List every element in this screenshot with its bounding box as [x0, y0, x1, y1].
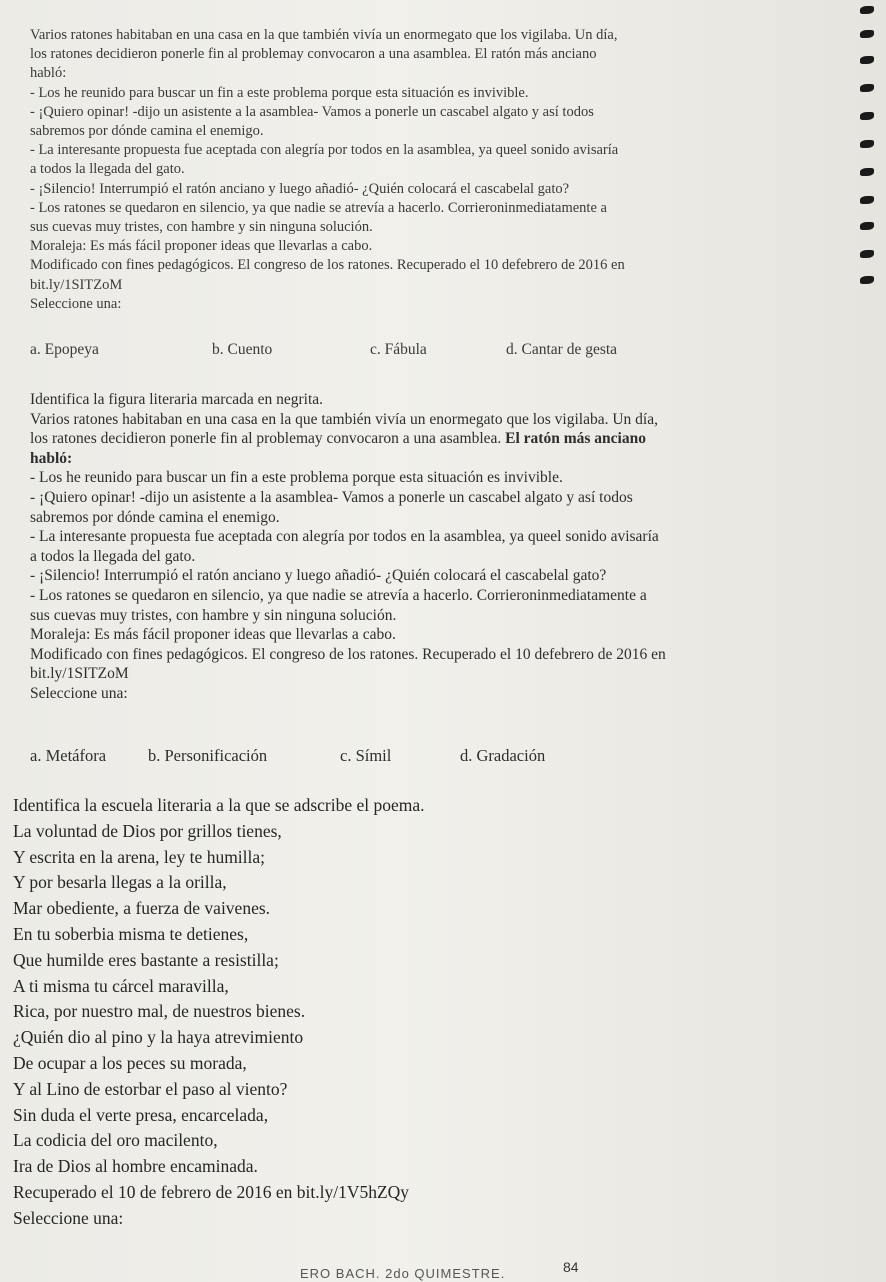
q1-line: habló:	[30, 65, 67, 82]
footer-course-label: ERO BACH. 2do QUIMESTRE.	[300, 1266, 506, 1281]
q1-line: Varios ratones habitaban en una casa en la que también vivía un enormegato que los vigilaba. Un día,	[30, 27, 618, 43]
poem-line: Y escrita en la arena, ley te humilla;	[13, 846, 266, 867]
q2-line-plain: los ratones decidieron ponerle fin al problemay convocaron a una asamblea.	[30, 430, 506, 448]
q1-line: a todos la llegada del gato.	[30, 161, 185, 178]
q1-line: Modificado con fines pedagógicos. El congreso de los ratones. Recuperado el 10 defebrero de 2016 en	[30, 257, 625, 274]
q2-line: Moraleja: Es más fácil proponer ideas que llevarlas a cabo.	[30, 626, 396, 644]
q2-line: - ¡Silencio! Interrumpió el ratón anciano y luego añadió- ¿Quién colocará el cascabelal gato?	[30, 567, 607, 585]
q2-line: sus cuevas muy tristes, con hambre y sin ninguna solución.	[30, 606, 397, 624]
q1-line: Moraleja: Es más fácil proponer ideas que llevarlas a cabo.	[30, 238, 373, 255]
q2-line: - ¡Quiero opinar! -dijo un asistente a la asamblea- Vamos a ponerle un cascabel algato y así todos	[30, 488, 633, 506]
q2-line: Modificado con fines pedagógicos. El congreso de los ratones. Recuperado el 10 defebrero de 2016 en	[30, 645, 666, 663]
q2-line: - La interesante propuesta fue aceptada con alegría por todos en la asamblea, ya queel sonido avisaría	[30, 528, 659, 546]
option-d[interactable]: d. Cantar de gesta	[506, 341, 618, 358]
option-c[interactable]: c. Símil	[340, 746, 392, 765]
q2-bold-phrase: El ratón más anciano	[505, 430, 646, 448]
select-one-label: Seleccione una:	[13, 1207, 124, 1228]
option-b[interactable]: b. Cuento	[212, 341, 273, 358]
q2-line	[30, 429, 830, 449]
q2-line: Varios ratones habitaban en una casa en la que también vivía un enormegato que los vigilaba. Un día,	[30, 410, 658, 428]
poem-line: La voluntad de Dios por grillos tienes,	[13, 820, 282, 841]
question-2-text	[30, 390, 830, 704]
spiral-binding	[834, 0, 886, 290]
q2-line: - Los ratones se quedaron en silencio, ya que nadie se atrevía a hacerlo. Corrieroninmediatamente a	[30, 586, 647, 604]
question-1-text	[30, 26, 830, 314]
q1-line: bit.ly/1SITZoM	[30, 276, 123, 293]
q1-line: - ¡Quiero opinar! -dijo un asistente a la asamblea- Vamos a ponerle un cascabel algato y así todos	[30, 103, 594, 120]
q1-line: - La interesante propuesta fue aceptada con alegría por todos en la asamblea, ya queel sonido avisaría	[30, 142, 619, 159]
q1-line: sus cuevas muy tristes, con hambre y sin ninguna solución.	[30, 219, 373, 236]
poem-line: A ti misma tu cárcel maravilla,	[13, 975, 229, 996]
option-b[interactable]: b. Personificación	[148, 746, 268, 765]
source-line: Recuperado el 10 de febrero de 2016 en bit.ly/1V5hZQy	[13, 1181, 410, 1202]
poem-line: Rica, por nuestro mal, de nuestros bienes.	[13, 1001, 306, 1022]
question-3-text	[13, 793, 813, 1232]
q2-bold-phrase: habló:	[30, 449, 73, 467]
q1-line: - ¡Silencio! Interrumpió el ratón anciano y luego añadió- ¿Quién colocará el cascabelal gato?	[30, 180, 570, 197]
poem-line: En tu soberbia misma te detienes,	[13, 923, 249, 944]
poem-line: Sin duda el verte presa, encarcelada,	[13, 1104, 269, 1125]
q1-line: los ratones decidieron ponerle fin al problemay convocaron a una asamblea. El ratón más anciano	[30, 46, 597, 63]
poem-line: Y por besarla llegas a la orilla,	[13, 872, 227, 893]
option-a[interactable]: a. Epopeya	[30, 341, 99, 358]
option-a[interactable]: a. Metáfora	[30, 746, 107, 765]
option-d[interactable]: d. Gradación	[460, 746, 546, 765]
q1-line: - Los he reunido para buscar un fin a este problema porque esta situación es invivible.	[30, 84, 529, 101]
poem-line: Que humilde eres bastante a resistilla;	[13, 949, 279, 970]
poem-line: La codicia del oro macilento,	[13, 1130, 218, 1151]
q1-line: - Los ratones se quedaron en silencio, ya que nadie se atrevía a hacerlo. Corrieroninmediatamente a	[30, 199, 607, 216]
q2-line: bit.ly/1SITZoM	[30, 665, 129, 683]
q2-line: sabremos por dónde camina el enemigo.	[30, 508, 280, 526]
question-1-options	[30, 340, 830, 362]
q1-line: sabremos por dónde camina el enemigo.	[30, 123, 264, 140]
question-2-options	[30, 746, 830, 768]
q3-prompt: Identifica la escuela literaria a la que se adscribe el poema.	[13, 795, 425, 815]
q2-prompt: Identifica la figura literaria marcada en negrita.	[30, 391, 324, 408]
q1-line: Seleccione una:	[30, 295, 122, 312]
poem-line: De ocupar a los peces su morada,	[13, 1052, 247, 1073]
page-number: 84	[563, 1259, 579, 1275]
poem-line: Mar obediente, a fuerza de vaivenes.	[13, 898, 271, 919]
option-c[interactable]: c. Fábula	[370, 341, 427, 358]
poem-line: Y al Lino de estorbar el paso al viento?	[13, 1078, 288, 1099]
poem-line: Ira de Dios al hombre encaminada.	[13, 1156, 258, 1177]
q2-line: a todos la llegada del gato.	[30, 547, 196, 565]
q2-line: Seleccione una:	[30, 684, 128, 702]
q2-line: - Los he reunido para buscar un fin a este problema porque esta situación es invivible.	[30, 469, 563, 487]
poem-line: ¿Quién dio al pino y la haya atrevimiento	[13, 1027, 304, 1048]
